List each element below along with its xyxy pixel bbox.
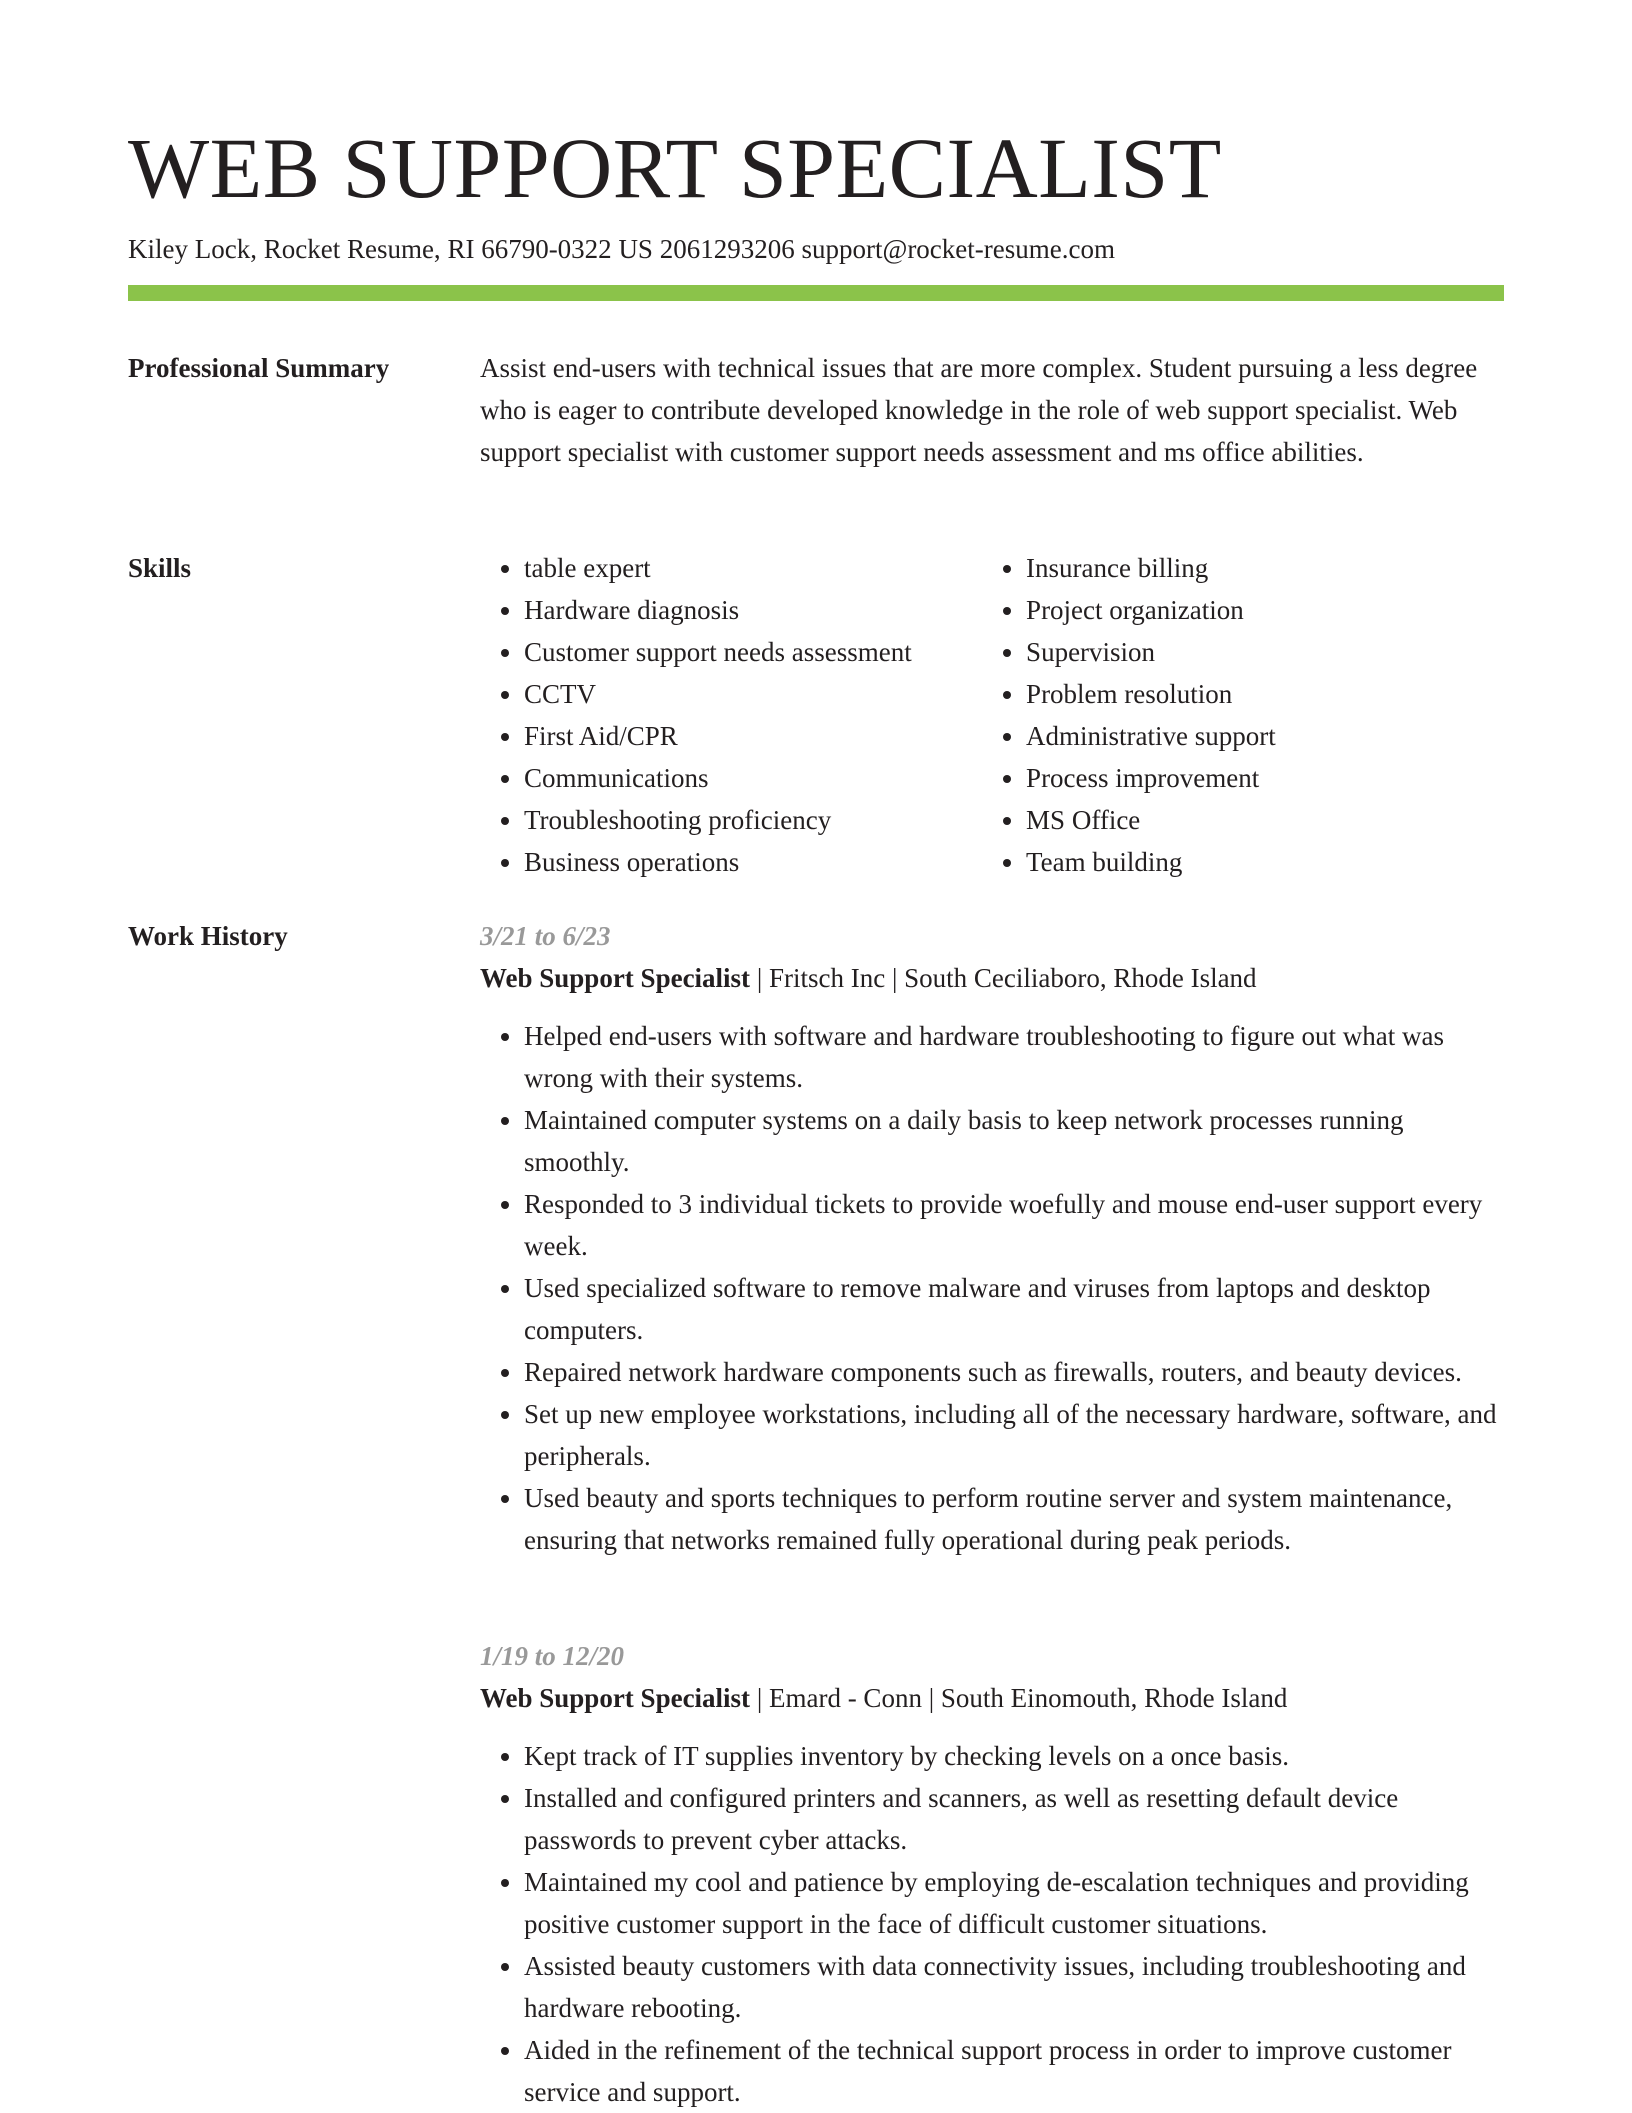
job-header: [480, 1677, 1504, 1719]
work-history-heading: Work History: [128, 921, 288, 951]
skill-item: • Business operations: [524, 841, 982, 883]
skill-item: • table expert: [524, 547, 982, 589]
job-bullet: • Set up new employee workstations, including all of the necessary hardware, software, and peripherals.: [524, 1393, 1504, 1477]
skills-list-right: [982, 547, 1504, 883]
job-bullet: • Maintained my cool and patience by employing de-escalation techniques and providing positive customer support in the face of difficult customer situations.: [524, 1861, 1504, 1945]
skill-item: • Troubleshooting proficiency: [524, 799, 982, 841]
job-bullet: • Responded to 3 individual tickets to provide woefully and mouse end-user support every week.: [524, 1183, 1504, 1267]
job-bullet: • Kept track of IT supplies inventory by checking levels on a once basis.: [524, 1735, 1504, 1777]
skill-item: • Team building: [1026, 841, 1504, 883]
skill-item: • Supervision: [1026, 631, 1504, 673]
contact-name: Kiley Lock,: [128, 234, 257, 264]
job-entry: [480, 1635, 1504, 2113]
job-title: Web Support Specialist: [480, 963, 751, 993]
job-bullet: • Repaired network hardware components such as firewalls, routers, and beauty devices.: [524, 1351, 1504, 1393]
contact-phone: 2061293206: [659, 234, 795, 264]
job-bullet: • Used beauty and sports techniques to perform routine server and system maintenance, ensuring that networks remained fully operational during peak periods.: [524, 1477, 1504, 1561]
header-accent-rule: [128, 285, 1504, 301]
resume-title: WEB SUPPORT SPECIALIST: [128, 120, 1222, 216]
skills-heading: Skills: [128, 553, 192, 583]
skill-item: • Problem resolution: [1026, 673, 1504, 715]
job-company: | Fritsch Inc: [750, 963, 885, 993]
contact-country: US: [618, 234, 653, 264]
job-dates: 1/19 to 12/20: [480, 1641, 625, 1671]
contact-company: Rocket Resume,: [263, 234, 441, 264]
job-bullet: • Maintained computer systems on a daily basis to keep network processes running smoothly.: [524, 1099, 1504, 1183]
summary-heading: Professional Summary: [128, 353, 390, 383]
skill-item: • Administrative support: [1026, 715, 1504, 757]
job-header: [480, 957, 1504, 999]
job-location: | South Ceciliaboro, Rhode Island: [885, 963, 1256, 993]
skill-item: • Hardware diagnosis: [524, 589, 982, 631]
job-title: Web Support Specialist: [480, 1683, 751, 1713]
job-company: | Emard - Conn: [750, 1683, 922, 1713]
summary-body: [480, 347, 1504, 473]
skills-list-left: [480, 547, 982, 883]
job-bullet: • Assisted beauty customers with data connectivity issues, including troubleshooting and hardware rebooting.: [524, 1945, 1504, 2029]
job-bullet: • Installed and configured printers and scanners, as well as resetting default device passwords to prevent cyber attacks.: [524, 1777, 1504, 1861]
skills-body: [480, 547, 1504, 883]
contact-email[interactable]: support@rocket-resume.com: [801, 234, 1115, 264]
skill-item: • Process improvement: [1026, 757, 1504, 799]
job-bullets: [480, 1015, 1504, 1561]
skill-item: • Insurance billing: [1026, 547, 1504, 589]
skill-item: • MS Office: [1026, 799, 1504, 841]
skill-item: • Project organization: [1026, 589, 1504, 631]
job-entry: [480, 915, 1504, 1561]
skills-columns: [480, 547, 1504, 883]
contact-line: [128, 229, 1115, 269]
skill-item: • Customer support needs assessment: [524, 631, 982, 673]
summary-text: Assist end-users with technical issues that are more complex. Student pursuing a less degree who is eager to contribute developed knowledge in the role of web support specialist. Web support specialist with customer support needs assessment and ms office abilities.: [480, 353, 1478, 467]
job-bullet: • Helped end-users with software and hardware troubleshooting to figure out what was wrong with their systems.: [524, 1015, 1504, 1099]
job-location: | South Einomouth, Rhode Island: [922, 1683, 1287, 1713]
job-bullets: [480, 1735, 1504, 2113]
job-bullet: • Aided in the refinement of the technical support process in order to improve customer service and support.: [524, 2029, 1504, 2113]
skill-item: • First Aid/CPR: [524, 715, 982, 757]
skill-item: • Communications: [524, 757, 982, 799]
contact-region-zip: RI 66790-0322: [447, 234, 612, 264]
skill-item: • CCTV: [524, 673, 982, 715]
job-bullet: • Used specialized software to remove malware and viruses from laptops and desktop computers.: [524, 1267, 1504, 1351]
job-dates: 3/21 to 6/23: [480, 921, 611, 951]
